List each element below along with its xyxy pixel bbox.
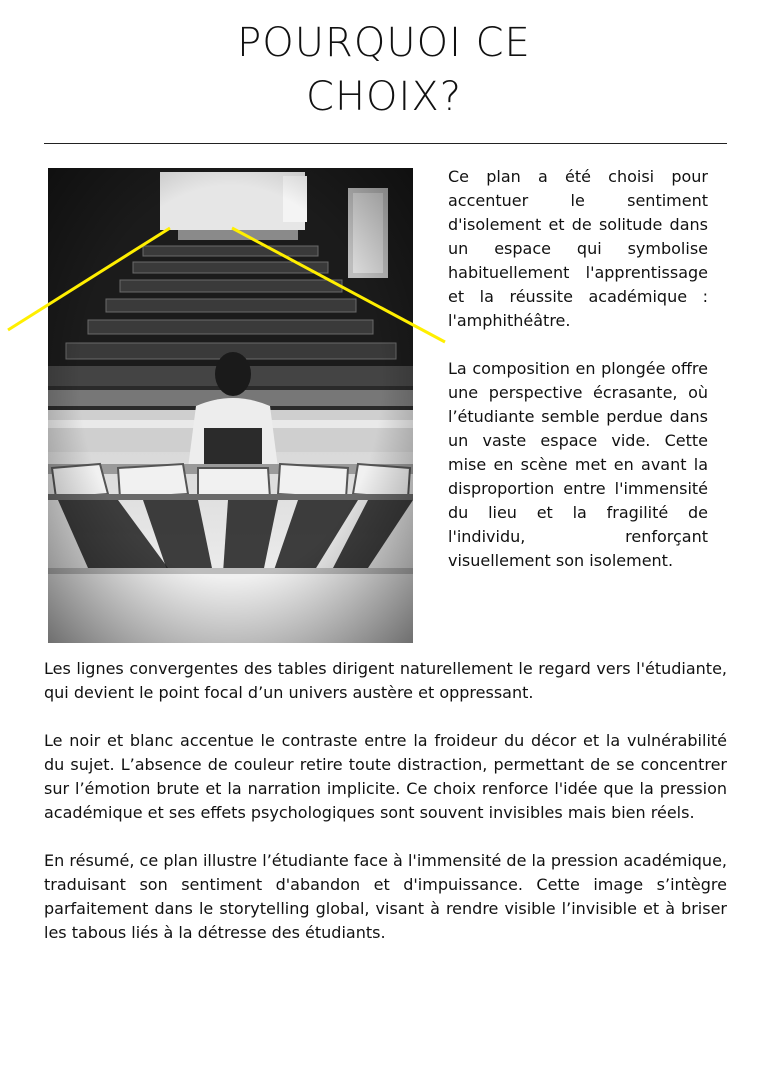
body-paragraph-3: En résumé, ce plan illustre l’étudiante face à l'immensité de la pression académique, traduisant son sentiment d'abandon et d'impuissance. Cette image s’intègre parfaitement dans le storytelling global, visant à rendre visible l’invisible et à briser les tabous liés à la détresse des étudiants. (44, 851, 727, 942)
side-paragraph-2: La composition en plongée offre une perspective écrasante, où l’étudiante semble perdue dans un vaste espace vide. Cette mise en scène met en avant la disproportion entre l'immensité du lieu et la fragilité de l'individu, renforçant visuellement son isolement. (448, 359, 708, 570)
lecture-hall-illustration (48, 168, 413, 643)
side-paragraph-1: Ce plan a été choisi pour accentuer le sentiment d'isolement et de solitude dans un espace qui symbolise habituellement l'apprentissage et la réussite académique : l'amphithéâtre. (448, 167, 708, 330)
body-paragraph-2: Le noir et blanc accentue le contraste entre la froideur du décor et la vulnérabilité du sujet. L’absence de couleur retire toute distraction, permettant de se concentrer sur l’émotion brute et la narration implicite. Ce choix renforce l'idée que la pression académique et ses effets psychologiques sont souvent invisibles mais bien réels. (44, 731, 727, 822)
body-text (44, 657, 727, 969)
page-title-line-2: CHOIX? (306, 74, 462, 120)
lecture-hall-photo (48, 168, 413, 643)
body-paragraph-1: Les lignes convergentes des tables dirigent naturellement le regard vers l'étudiante, qui devient le point focal d’un univers austère et oppressant. (44, 659, 727, 702)
page-title-line-1: POURQUOI CE (237, 20, 531, 66)
page-title (0, 16, 768, 124)
title-divider (44, 143, 727, 144)
side-text-column (448, 165, 708, 597)
